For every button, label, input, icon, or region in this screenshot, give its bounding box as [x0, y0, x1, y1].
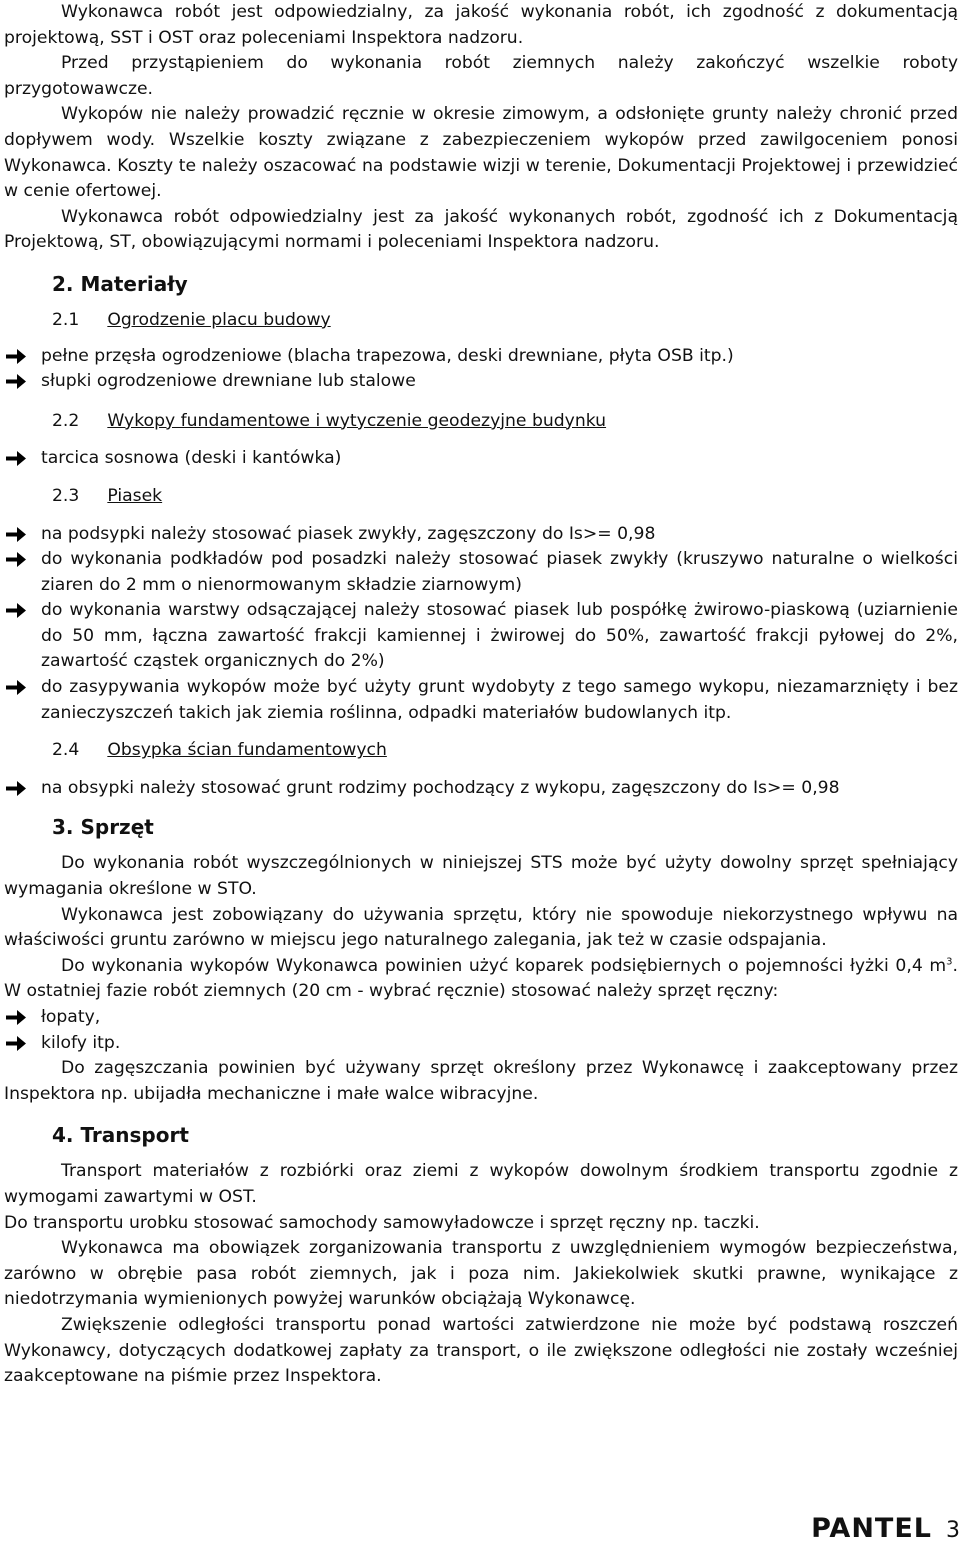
list-item: do zasypywania wykopów może być użyty grunt wydobyty z tego samego wykopu, niezamarznięty i bez zanieczyszczeń takich jak ziemia roślinna, odpadki materiałów budowlanych itp.	[4, 675, 958, 726]
equipment-paragraph-1: Do wykonania robót wyszczególnionych w niniejszej STS może być użyty dowolny sprzęt spełniający wymagania określone w STO.	[4, 853, 958, 900]
document-body	[4, 0, 958, 1390]
arrow-right-icon	[4, 369, 28, 394]
list-item: do wykonania warstwy odsączającej należy stosować piasek lub pospółkę żwirowo-piaskową (uziarnienie do 50 mm, łączna zawartość frakcji kamiennej i żwirowej do 50%, zawartość frakcji pyłowej do 2%, zawartość cząstek organicznych do 2%)	[4, 598, 958, 675]
intro-paragraph-1: Wykonawca robót jest odpowiedzialny, za jakość wykonania robót, ich zgodność z dokumentacją projektową, SST i OST oraz poleceniami Inspektora nadzoru.	[4, 2, 958, 48]
equipment-paragraph-2: Wykonawca jest zobowiązany do używania sprzętu, który nie spowoduje niekorzystnego wpływu na właściwości gruntu zarówno w miejscu jego naturalnego zalegania, jak też w czasie odspajania.	[4, 904, 958, 951]
arrow-right-icon	[4, 1005, 28, 1030]
bullet-list-2-2	[4, 446, 958, 472]
arrow-right-icon	[4, 446, 28, 471]
subsection-number: 2.2	[52, 410, 80, 431]
list-item: do wykonania podkładów pod posadzki należy stosować piasek zwykły (kruszywo naturalne o wielkości ziaren do 2 mm o nienormowanym składzie ziarnowym)	[4, 547, 958, 598]
subsection-title: Obsypka ścian fundamentowych	[107, 740, 387, 761]
subsection-2-2	[4, 409, 958, 435]
subsection-number: 2.1	[52, 309, 80, 330]
list-item: pełne przęsła ogrodzeniowe (blacha trapezowa, deski drewniane, płyta OSB itp.)	[4, 344, 958, 370]
list-item: słupki ogrodzeniowe drewniane lub stalowe	[4, 369, 958, 395]
section-heading-transport: 4. Transport	[52, 1123, 189, 1148]
list-item: łopaty,	[4, 1005, 958, 1031]
bullet-list-tools	[4, 1005, 958, 1056]
arrow-right-icon	[4, 344, 28, 369]
bullet-list-2-1	[4, 344, 958, 395]
transport-paragraph-3: Wykonawca ma obowiązek zorganizowania transportu z uwzględnieniem wymogów bezpieczeństwa, zarówno w obrębie pasa robót ziemnych, jak i poza nim. Jakiekolwiek skutki prawne, wynikające z niedotrzymania wymienionych powyżej warunków obciążają Wykonawcę.	[4, 1238, 958, 1310]
footer-brand: PANTEL	[811, 1513, 932, 1544]
page-footer	[660, 1513, 960, 1544]
subsection-title: Wykopy fundamentowe i wytyczenie geodezyjne budynku	[107, 410, 607, 431]
transport-paragraph-2: Do transportu urobku stosować samochody samowyładowcze i sprzęt ręczny np. taczki.	[4, 1212, 760, 1233]
bullet-list-2-4	[4, 776, 958, 802]
subsection-number: 2.3	[52, 485, 80, 506]
transport-paragraph-1: Transport materiałów z rozbiórki oraz ziemi z wykopów dowolnym środkiem transportu zgodnie z wymogami zawartymi w OST.	[4, 1161, 958, 1207]
subsection-title: Piasek	[107, 485, 163, 506]
subsection-2-4	[4, 738, 958, 764]
list-item: na podsypki należy stosować piasek zwykły, zagęszczony do Is>= 0,98	[4, 522, 958, 548]
subsection-2-1	[4, 308, 958, 334]
section-heading-equipment: 3. Sprzęt	[52, 815, 154, 840]
subsection-number: 2.4	[52, 740, 80, 761]
intro-paragraph-3: Wykopów nie należy prowadzić ręcznie w okresie zimowym, a odsłonięte grunty należy chronić przed dopływem wody. Wszelkie koszty związane z zabezpieczeniem wykopów przed zawilgoceniem ponosi Wykonawca. Koszty te należy oszacować na podstawie wizji w terenie, Dokumentacji Projektowej i przewidzieć w cenie ofertowej.	[4, 104, 958, 202]
list-item: na obsypki należy stosować grunt rodzimy pochodzący z wykopu, zagęszczony do Is>= 0,98	[4, 776, 958, 802]
intro-paragraph-4: Wykonawca robót odpowiedzialny jest za jakość wykonanych robót, zgodność ich z Dokumentacją Projektową, ST, obowiązującymi normami i poleceniami Inspektora nadzoru.	[4, 206, 958, 253]
equipment-paragraph-3: Do wykonania wykopów Wykonawca powinien użyć koparek podsiębiernych o pojemności łyżki 0,4 $m^3$. W ostatniej fazie robót ziemnych (20 cm - wybrać ręcznie) stosować należy sprzęt ręczny:	[4, 955, 958, 1002]
section-heading-materials: 2. Materiały	[52, 271, 188, 296]
subsection-2-3	[4, 484, 958, 510]
list-item: tarcica sosnowa (deski i kantówka)	[4, 446, 958, 472]
equipment-paragraph-4: Do zagęszczania powinien być używany sprzęt określony przez Wykonawcę i zaakceptowany przez Inspektora np. ubijadła mechaniczne i małe walce wibracyjne.	[4, 1058, 958, 1104]
bullet-list-2-3	[4, 522, 958, 727]
arrow-right-icon	[4, 598, 28, 623]
subsection-title: Ogrodzenie placu budowy	[107, 309, 331, 330]
intro-paragraph-2: Przed przystąpieniem do wykonania robót ziemnych należy zakończyć wszelkie roboty przygotowawcze.	[4, 53, 958, 99]
arrow-right-icon	[4, 776, 28, 801]
arrow-right-icon	[4, 1031, 28, 1056]
list-item: kilofy itp.	[4, 1031, 958, 1057]
arrow-right-icon	[4, 547, 28, 572]
arrow-right-icon	[4, 675, 28, 700]
arrow-right-icon	[4, 522, 28, 547]
transport-paragraph-4: Zwiększenie odległości transportu ponad wartości zatwierdzone nie może być podstawą roszczeń Wykonawcy, dotyczących dodatkowej zapłaty za transport, o ile zwiększone odległości nie zostały wcześniej zaakceptowane na piśmie przez Inspektora.	[4, 1314, 958, 1387]
page-number: 3	[946, 1518, 960, 1543]
